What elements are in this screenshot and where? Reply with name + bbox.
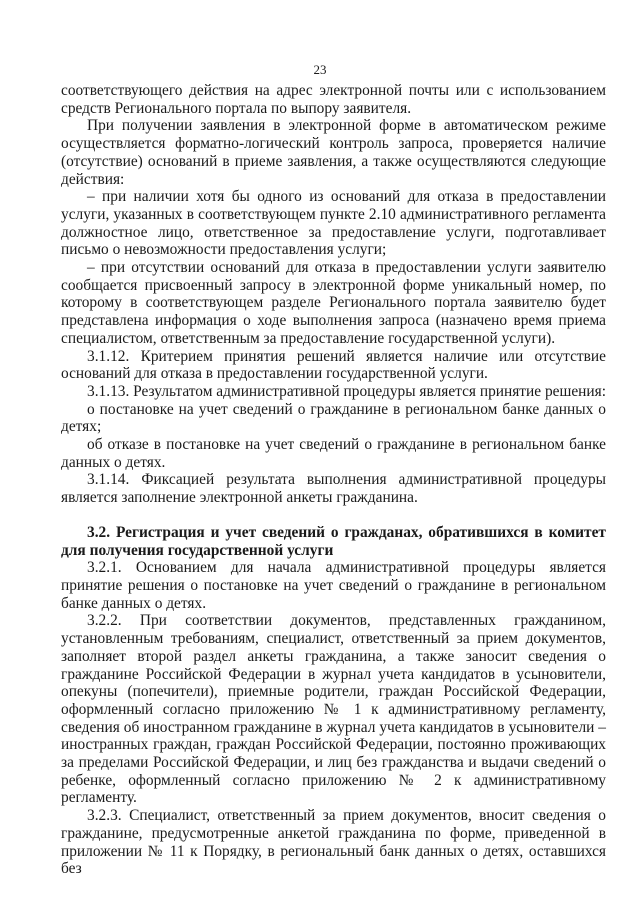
paragraph-refusal-case: – при наличии хотя бы одного из оснований для отказа в предоставлении услуги, указанных в соответствующем пункте 2.10 административного регламента должностное лицо, ответственное за предоставление услуги, подготавливает письмо о невозможности предоставления услуги; — [61, 188, 606, 259]
paragraph-3-1-12: 3.1.12. Критерием принятия решений является наличие или отсутствие оснований для отказа в предоставлении государственной услуги. — [61, 347, 606, 383]
paragraph-auto-check: При получении заявления в электронной форме в автоматическом режиме осуществляется форматно-логический контроль запроса, проверяется наличие (отсутствие) оснований в приеме заявления, а также осуществляются следующие действия: — [61, 117, 606, 188]
section-heading-3-2: 3.2. Регистрация и учет сведений о гражданах, обратившихся в комитет для получения государственной услуги — [61, 523, 606, 559]
document-body — [61, 82, 606, 878]
paragraph-intro: соответствующего действия на адрес электронной почты или с использованием средств Регионального портала по выпору заявителя. — [61, 82, 606, 117]
paragraph-3-1-14: 3.1.14. Фиксацией результата выполнения административной процедуры является заполнение электронной анкеты гражданина. — [61, 471, 606, 507]
page-number: 23 — [313, 62, 327, 77]
paragraph-3-2-3: 3.2.3. Специалист, ответственный за прием документов, вносит сведения о гражданине, предусмотренные анкетой гражданина по форме, приведенной в приложении № 11 к Порядку, в региональный банк данных о детях, оставшихся без — [61, 807, 606, 878]
paragraph-3-2-1: 3.2.1. Основанием для начала административной процедуры является принятие решения о постановке на учет сведений о гражданине в региональном банке данных о детях. — [61, 559, 606, 612]
paragraph-3-2-2: 3.2.2. При соответствии документов, представленных гражданином, установленным требованиям, специалист, ответственный за прием документов, заполняет второй раздел анкеты гражданина, а также заносит сведения о гражданине Российской Федерации в журнал учета кандидатов в усыновители, опекуны (попечители), приемные родители, граждан Российской Федерации, оформленный согласно приложению № 1 к административному регламенту, сведения об иностранном гражданине в журнал учета кандидатов в усыновители – иностранных граждан, граждан Российской Федерации, постоянно проживающих за пределами Российской Федерации, и лиц без гражданства и выдачи сведений о ребенке, оформленный согласно приложению № 2 к административному регламенту. — [61, 612, 606, 807]
paragraph-no-refusal-case: – при отсутствии оснований для отказа в предоставлении услуги заявителю сообщается присвоенный запросу в электронной форме уникальный номер, по которому в соответствующем разделе Регионального портала заявителю будет представлена информация о ходе выполнения запроса (назначено время приема специалистом, ответственным за предоставление государственной услуги). — [61, 259, 606, 347]
paragraph-decision-register: о постановке на учет сведений о гражданине в региональном банке данных о детях; — [61, 400, 606, 436]
paragraph-3-1-13: 3.1.13. Результатом административной процедуры является принятие решения: — [87, 382, 606, 400]
paragraph-decision-refuse: об отказе в постановке на учет сведений о гражданине в региональном банке данных о детях. — [61, 436, 606, 471]
